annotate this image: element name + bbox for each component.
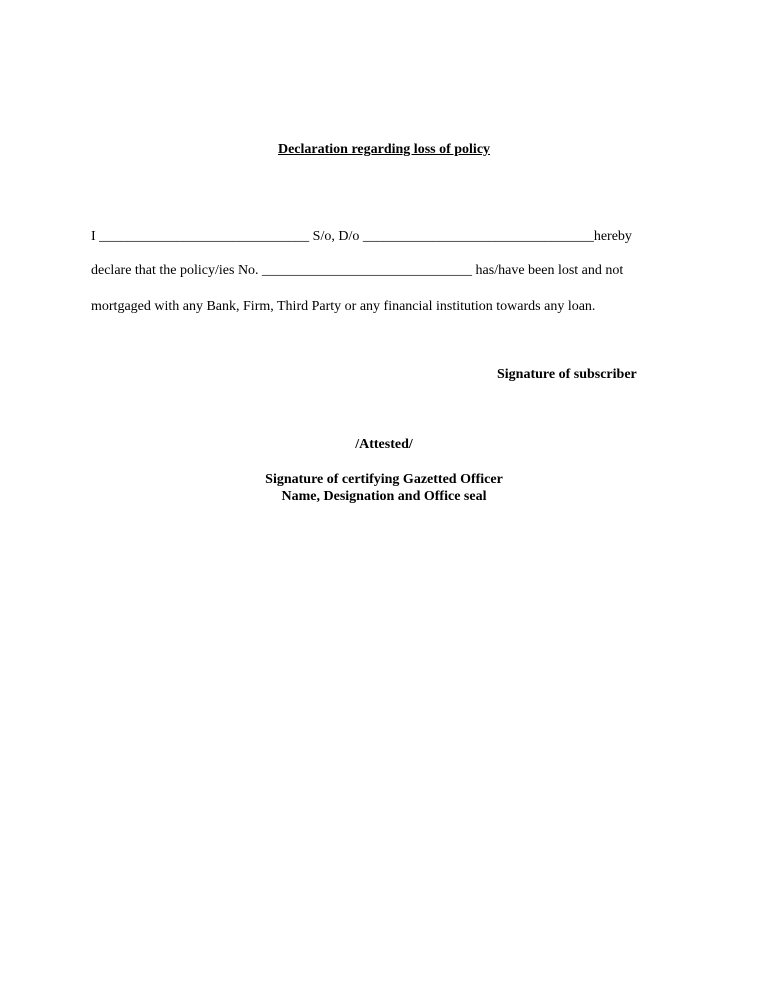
- declaration-line-1: I ______________________________ S/o, D/o _________________________________hereby: [91, 229, 632, 244]
- attested-label: /Attested/: [355, 437, 413, 452]
- officer-signature-label: Signature of certifying Gazetted Officer: [265, 472, 503, 487]
- declaration-line-2: declare that the policy/ies No. ______________________________ has/have been lost and not: [91, 263, 624, 278]
- declaration-line-3: mortgaged with any Bank, Firm, Third Party or any financial institution towards any loan.: [91, 299, 596, 314]
- document-title: Declaration regarding loss of policy: [277, 142, 491, 157]
- officer-details-label: Name, Designation and Office seal: [281, 489, 487, 504]
- subscriber-signature-label: Signature of subscriber: [497, 367, 637, 382]
